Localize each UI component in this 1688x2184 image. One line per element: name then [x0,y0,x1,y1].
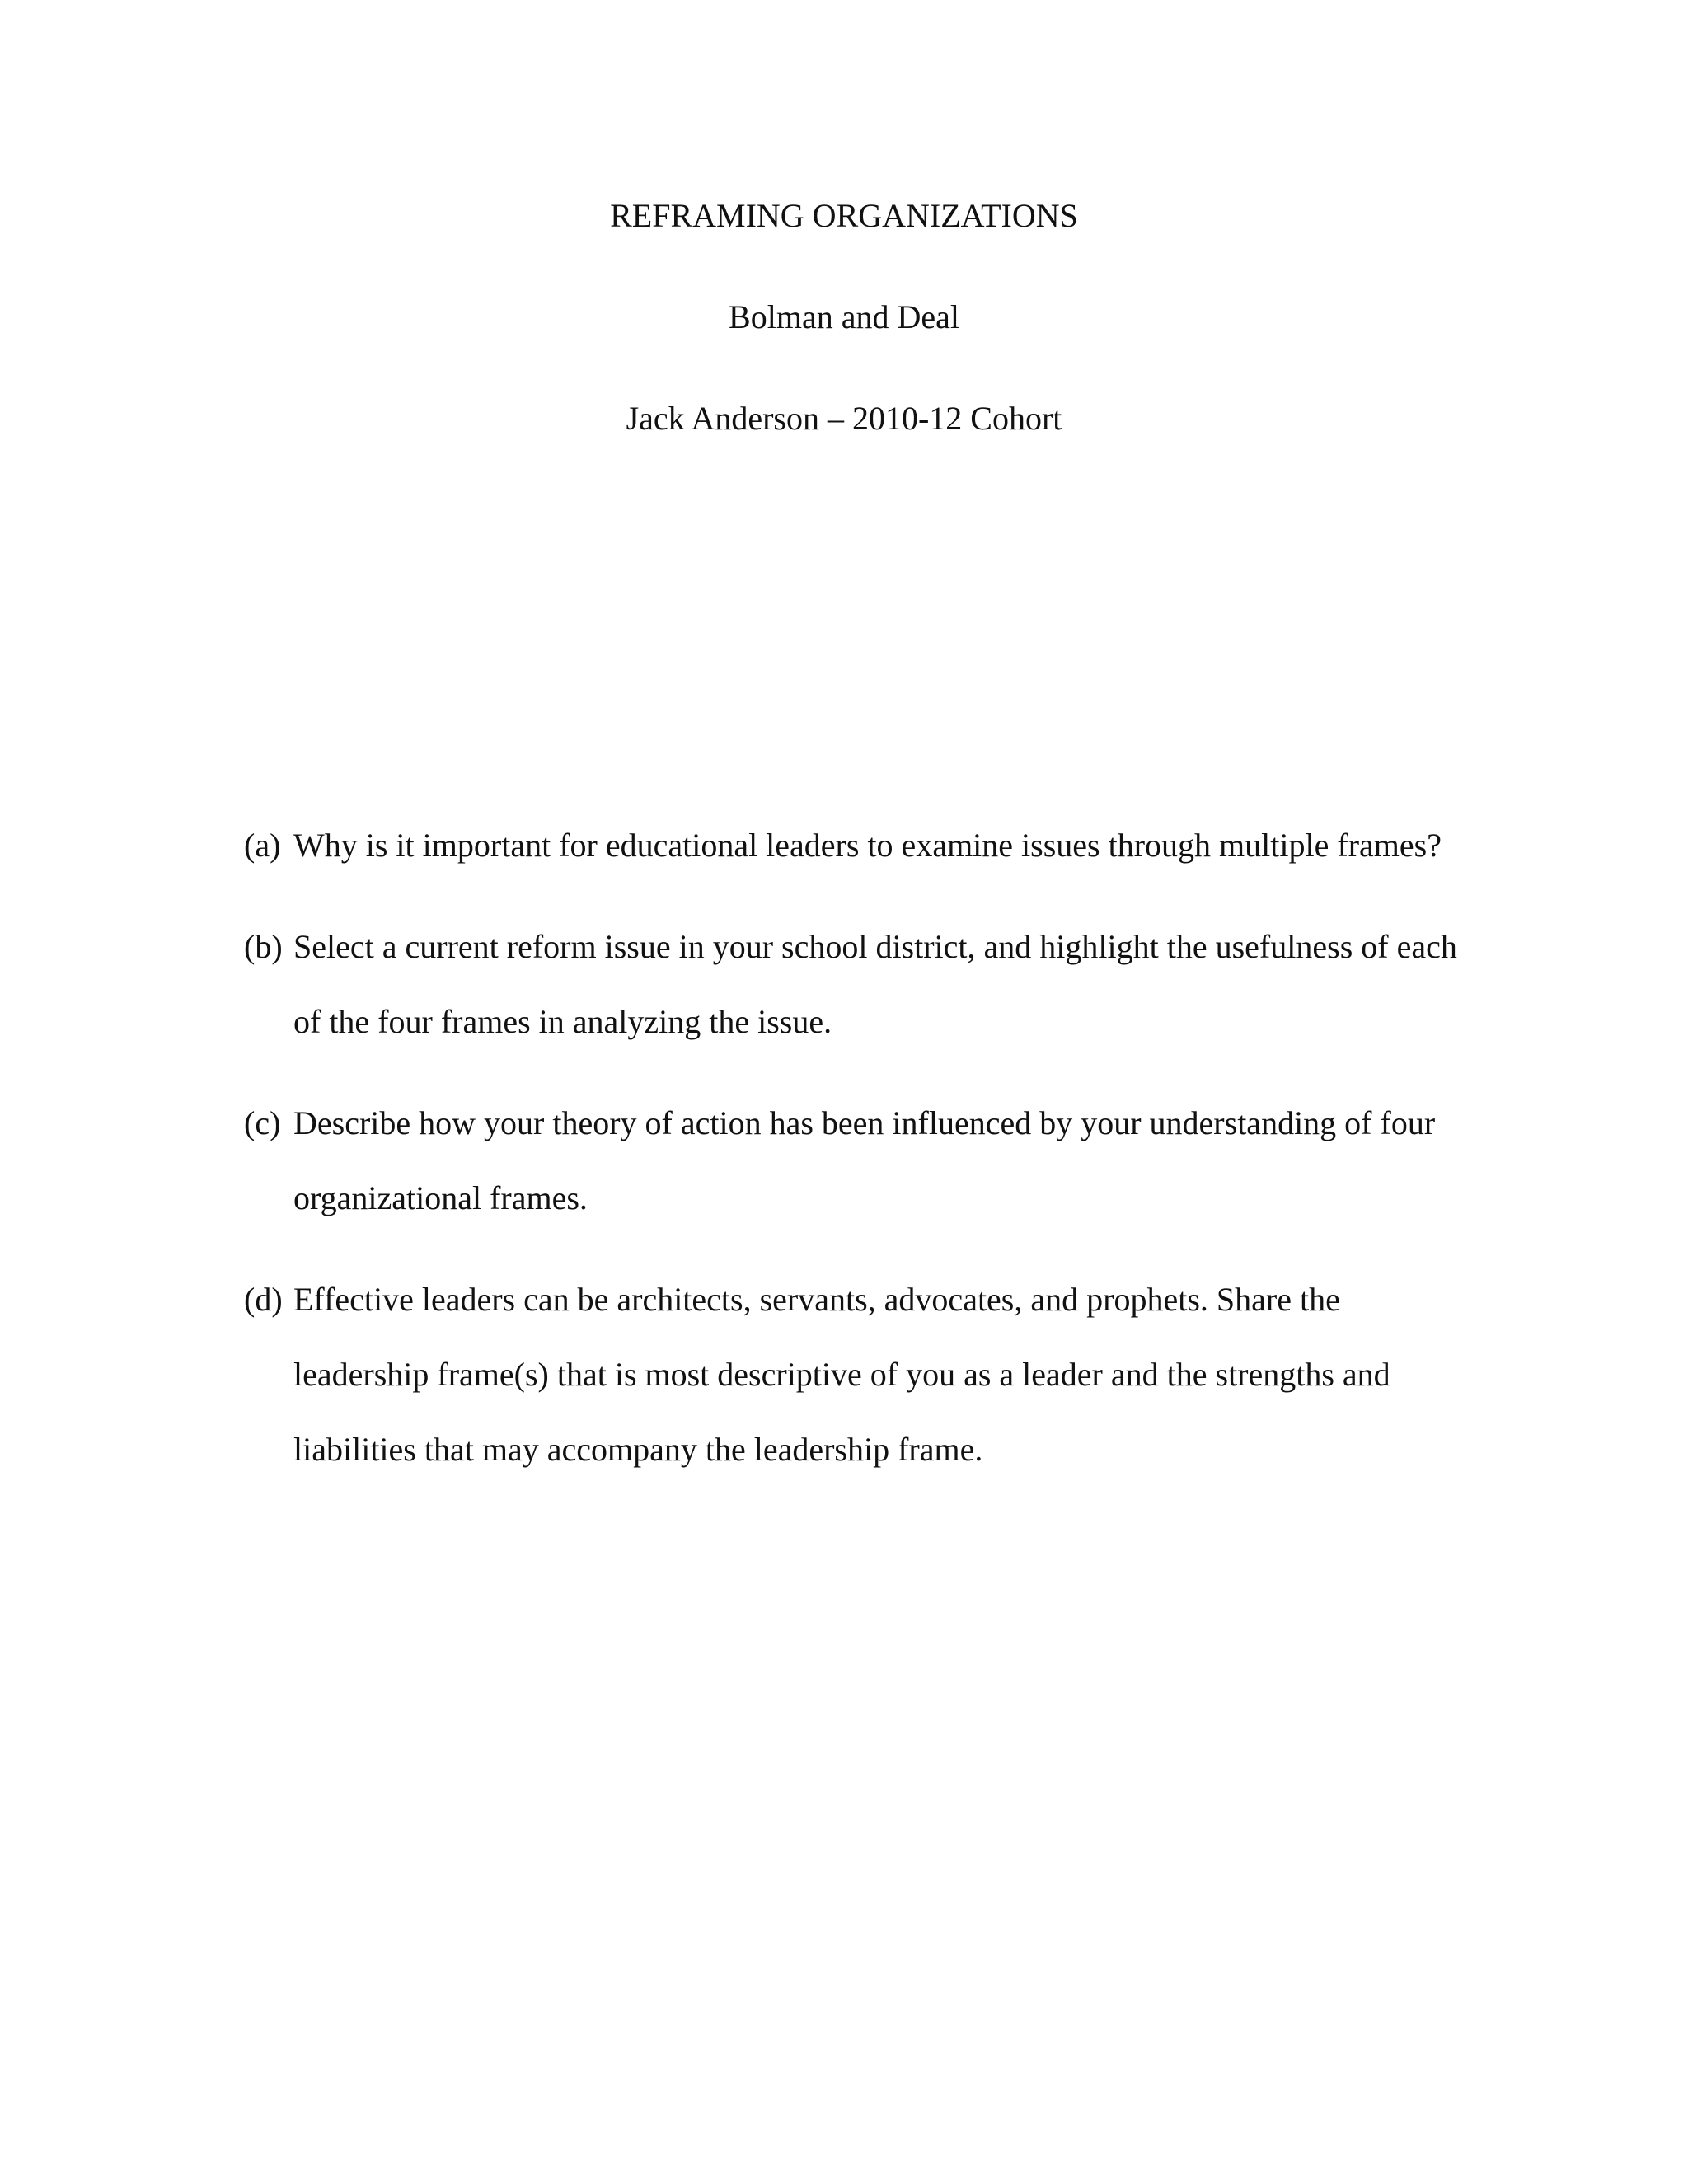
document-student-cohort: Jack Anderson – 2010-12 Cohort [626,400,1062,437]
question-text-line: organizational frames. [293,1179,588,1216]
question-text-line: Why is it important for educational leaders to examine issues through multiple frames? [293,827,1442,864]
question-text-line: Effective leaders can be architects, servants, advocates, and prophets. Share the [293,1281,1340,1318]
question-marker: (d) [244,1281,283,1318]
question-item-a [244,808,1497,883]
question-item-d [244,1262,1497,1487]
question-marker: (c) [244,1104,281,1141]
question-list [244,808,1497,1513]
question-marker: (a) [244,827,281,864]
question-text-line: liabilities that may accompany the leadership frame. [293,1431,983,1468]
document-authors: Bolman and Deal [729,298,959,335]
question-text-line: of the four frames in analyzing the issue. [293,1003,832,1040]
question-item-b [244,909,1497,1059]
question-text-line: Describe how your theory of action has been influenced by your understanding of four [293,1104,1436,1141]
question-marker: (b) [244,928,283,965]
question-item-c [244,1085,1497,1235]
document-title: REFRAMING ORGANIZATIONS [610,197,1078,234]
question-text-line: leadership frame(s) that is most descriptive of you as a leader and the strengths and [293,1356,1390,1393]
question-text-line: Select a current reform issue in your school district, and highlight the usefulness of each [293,928,1457,965]
